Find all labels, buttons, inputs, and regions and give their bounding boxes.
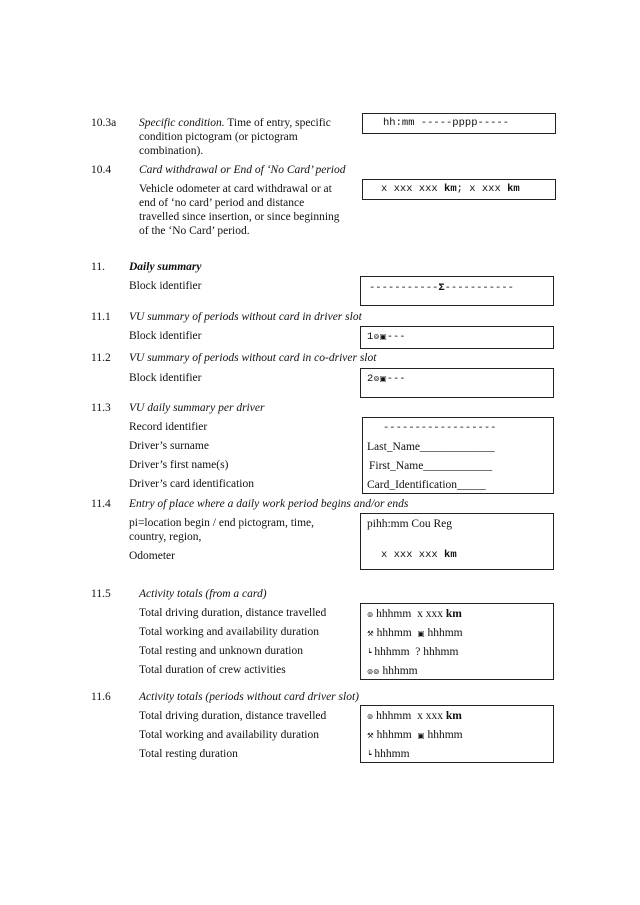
card-identification-value: Card_Identification_____ <box>367 479 486 491</box>
text-line: condition pictogram (or pictogram <box>139 131 298 143</box>
section-title: Activity totals (from a card) <box>139 588 267 600</box>
printout-box-odometer <box>362 179 556 200</box>
crew-total <box>367 664 418 679</box>
record-identifier-value: ------------------ <box>383 422 497 434</box>
working-availability-total <box>367 626 463 641</box>
odometer-value: x xxx xxx <box>381 549 438 561</box>
rest-bed-icon: ┕ <box>367 648 372 657</box>
printout-box-driver-summary <box>362 417 554 494</box>
duration-value: hhhmm <box>374 748 410 760</box>
text-line: country, region, <box>129 531 202 543</box>
availability-icon: ▣ <box>417 629 425 638</box>
section-number: 11.5 <box>91 588 111 600</box>
duration-value: hhhmm <box>427 729 463 741</box>
section-title: VU summary of periods without card in driver slot <box>129 311 362 323</box>
text-line: Vehicle odometer at card withdrawal or at <box>139 183 332 195</box>
availability-icon: ▣ <box>417 731 425 740</box>
section-title: Activity totals (periods without card driver slot) <box>139 691 359 703</box>
distance-value: x xxx <box>417 608 443 620</box>
crew-icon: ⊚⊚ <box>367 667 380 676</box>
field-label: Block identifier <box>129 372 202 384</box>
duration-value: hhhmm <box>374 646 410 658</box>
printout-box-place-entry <box>360 513 554 570</box>
printout-box-card-activity-totals <box>360 603 554 680</box>
section-title: Entry of place where a daily work period begins and/or ends <box>129 498 409 510</box>
unit-label: km <box>445 710 462 722</box>
text-line: of the ‘No Card’ period. <box>139 225 250 237</box>
field-label: Total resting duration <box>139 748 238 760</box>
section-number: 11.2 <box>91 352 111 364</box>
duration-value: hhhmm <box>376 710 412 722</box>
section-number: 11.6 <box>91 691 111 703</box>
no-card-icon: ⊚▣ <box>373 374 387 383</box>
unit-label: km <box>445 608 462 620</box>
field-label: Block identifier <box>129 280 202 292</box>
duration-value: hhhmm <box>427 627 463 639</box>
section-number: 11.3 <box>91 402 111 414</box>
surname-value: Last_Name_____________ <box>367 441 495 453</box>
field-label: Record identifier <box>129 421 208 433</box>
section-number: 11.4 <box>91 498 111 510</box>
section-10-3a-text <box>139 116 331 130</box>
unit-label: km <box>507 183 520 195</box>
field-label: Total duration of crew activities <box>139 664 286 676</box>
section-title: VU daily summary per driver <box>129 402 265 414</box>
box-value <box>381 182 520 196</box>
unit-label: km <box>444 549 457 561</box>
distance-value: ; x xxx <box>456 183 501 195</box>
field-label: Total working and availability duration <box>139 729 319 741</box>
box-value <box>367 372 406 386</box>
text-line: end of ‘no card’ period and distance <box>139 197 305 209</box>
unit-label: km <box>444 183 457 195</box>
unknown-icon: ? <box>415 646 421 658</box>
place-entry-value: pihh:mm Cou Reg <box>367 518 452 530</box>
printout-box-driver-slot <box>360 326 554 349</box>
section-number: 11. <box>91 261 105 273</box>
section-number: 11.1 <box>91 311 111 323</box>
rest-bed-icon: ┕ <box>367 750 372 759</box>
text-line: combination). <box>139 145 204 157</box>
box-value: hh:mm -----pppp----- <box>383 117 510 129</box>
driving-total <box>367 607 462 622</box>
dash-line: ----------- <box>369 282 439 294</box>
section-title: VU summary of periods without card in co-driver slot <box>129 352 377 364</box>
text-line: pi=location begin / end pictogram, time, <box>129 517 315 529</box>
text-line: Time of entry, specific <box>227 117 331 129</box>
resting-unknown-total <box>367 645 458 660</box>
slot-number: 1 <box>367 331 374 343</box>
section-title: Specific condition. <box>139 117 225 129</box>
work-hammers-icon: ⚒ <box>367 629 374 638</box>
duration-value: hhhmm <box>423 646 459 658</box>
steering-wheel-icon: ⊚ <box>367 610 374 619</box>
box-value <box>367 330 406 344</box>
printout-box-no-card-activity-totals <box>360 705 554 763</box>
printout-box-specific-condition <box>362 113 556 134</box>
field-label: Driver’s surname <box>129 440 209 452</box>
resting-total <box>367 747 410 762</box>
dash-line: --- <box>386 373 406 385</box>
field-label: Driver’s card identification <box>129 478 254 490</box>
sigma-icon: Σ <box>438 282 445 294</box>
driving-total <box>367 709 462 724</box>
working-availability-total <box>367 728 463 743</box>
duration-value: hhhmm <box>376 608 412 620</box>
printout-box-block-identifier <box>360 276 554 306</box>
duration-value: hhhmm <box>376 627 412 639</box>
field-label: Driver’s first name(s) <box>129 459 229 471</box>
no-card-icon: ⊚▣ <box>373 332 387 341</box>
slot-number: 2 <box>367 373 374 385</box>
text-line: travelled since insertion, or since beginning <box>139 211 340 223</box>
section-number: 10.4 <box>91 164 112 176</box>
box-value <box>369 281 514 295</box>
field-label: Total resting and unknown duration <box>139 645 303 657</box>
field-label: Odometer <box>129 550 175 562</box>
field-label: Total driving duration, distance travelled <box>139 710 327 722</box>
odometer-line <box>381 548 457 562</box>
duration-value: hhhmm <box>382 665 418 677</box>
work-hammers-icon: ⚒ <box>367 731 374 740</box>
dash-line: --- <box>386 331 406 343</box>
steering-wheel-icon: ⊚ <box>367 712 374 721</box>
duration-value: hhhmm <box>376 729 412 741</box>
first-name-value: First_Name____________ <box>369 460 493 472</box>
section-title: Daily summary <box>129 261 202 273</box>
field-label: Total driving duration, distance travelled <box>139 607 327 619</box>
odometer-value: x xxx xxx <box>381 183 438 195</box>
printout-box-co-driver-slot <box>360 368 554 398</box>
section-title: Card withdrawal or End of ‘No Card’ period <box>139 164 346 176</box>
distance-value: x xxx <box>417 710 443 722</box>
field-label: Total working and availability duration <box>139 626 319 638</box>
dash-line: ----------- <box>444 282 514 294</box>
section-number: 10.3a <box>91 117 117 129</box>
field-label: Block identifier <box>129 330 202 342</box>
